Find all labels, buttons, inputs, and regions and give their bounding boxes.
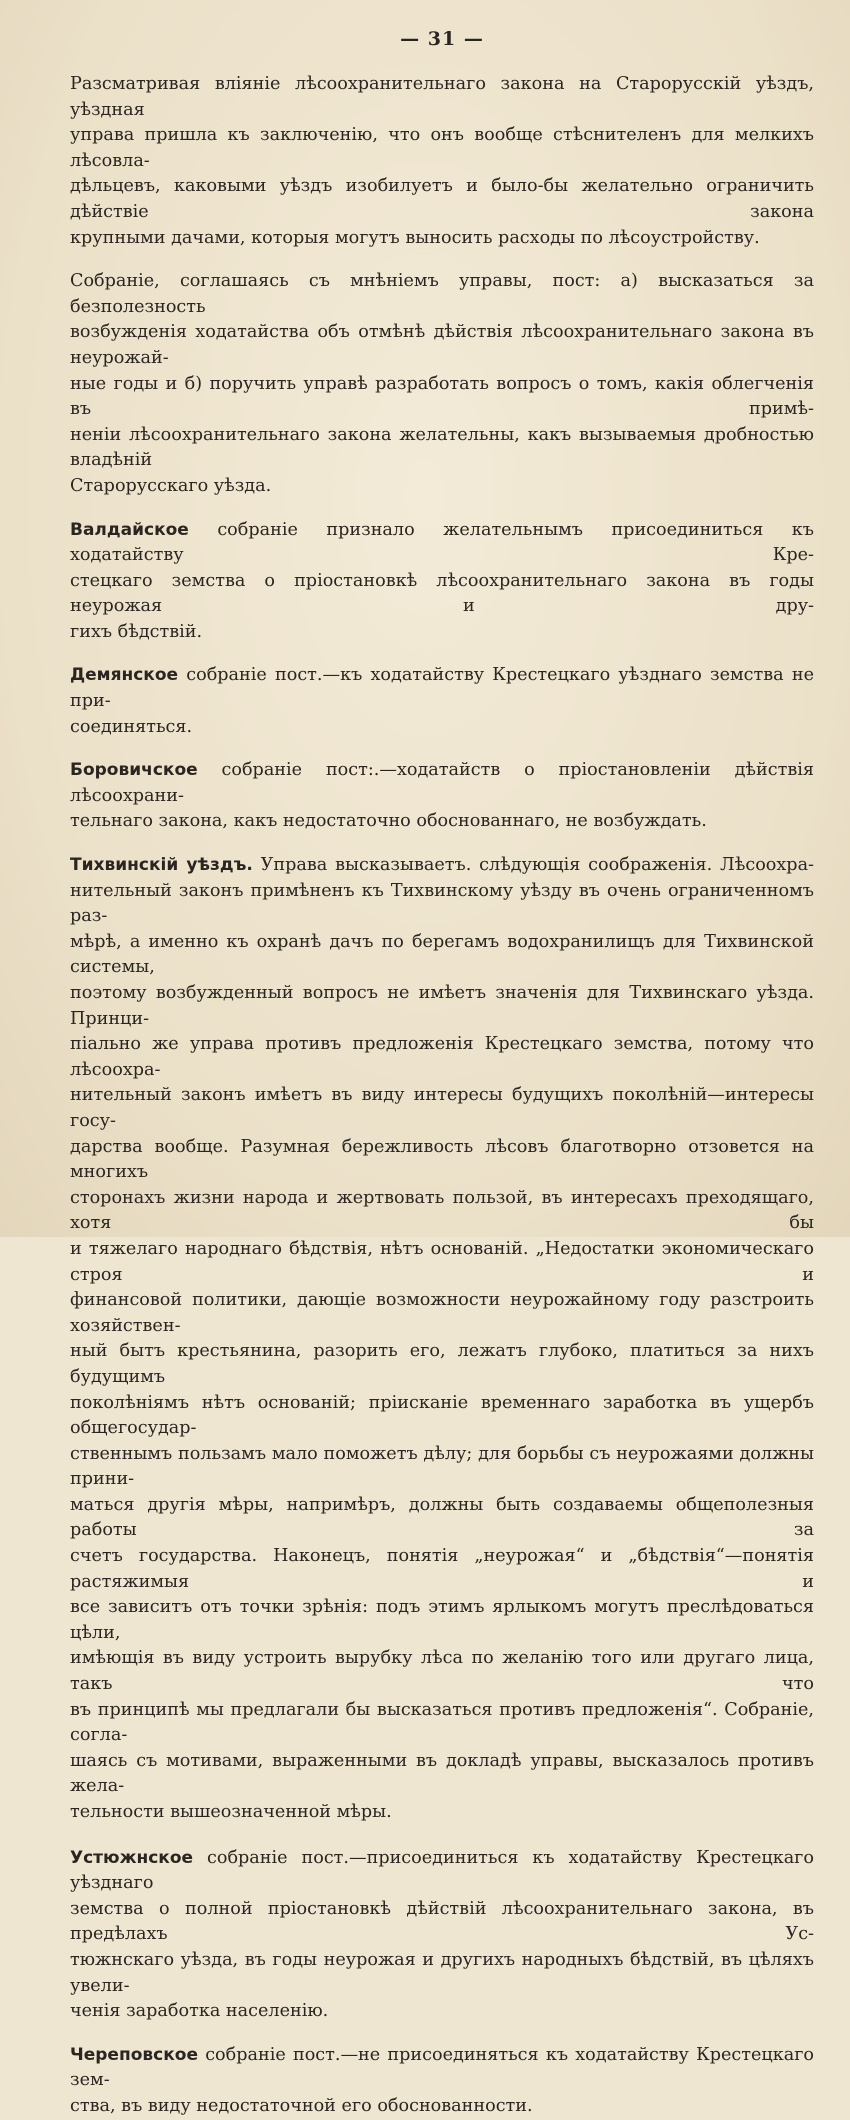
text-line <box>70 1083 814 1134</box>
text-line <box>70 320 814 371</box>
line-text: собраніе пост.—не присоединяться къ ходатайству Крестецкаго зем- <box>70 2044 814 2091</box>
text-line <box>70 809 814 835</box>
line-text: и тяжелаго народнаго бѣдствія, нѣтъ основаній. „Недостатки экономическаго строя и <box>70 1238 814 1285</box>
paragraph <box>70 72 814 251</box>
line-text: счетъ государства. Наконецъ, понятія „неурожая“ и „бѣдствія“—понятія растяжимыя и <box>70 1546 814 1592</box>
line-text: сторонахъ жизни народа и жертвовать пользой, въ интересахъ преходящаго, хотя бы <box>70 1187 814 1234</box>
text-line <box>70 1646 814 1697</box>
line-text: Разсматривая вліяніе лѣсоохранительнаго закона на Старорусскій уѣздъ, уѣздная <box>70 74 814 120</box>
paragraph-lead: Тихвинскій уѣздъ. <box>70 855 253 876</box>
text-line <box>70 72 814 123</box>
text-line <box>70 174 814 225</box>
line-text: Собраніе, соглашаясь съ мнѣніемъ управы, пост: а) высказаться за безполезность <box>70 271 814 317</box>
text-line <box>70 663 814 714</box>
line-text: нительный законъ примѣненъ къ Тихвинскому уѣзду въ очень ограниченномъ раз- <box>70 880 814 927</box>
line-text: имѣющія въ виду устроить вырубку лѣса по желанію того или другаго лица, такъ что <box>70 1648 814 1695</box>
text-line <box>70 879 814 930</box>
line-text: дарства вообще. Разумная бережливость лѣсовъ благотворно отзовется на многихъ <box>70 1136 814 1183</box>
paragraph-lead: Боровичское <box>70 760 198 781</box>
text-line <box>70 715 814 741</box>
line-text: гихъ бѣдствій. <box>70 621 203 642</box>
paragraph <box>70 518 814 646</box>
line-text: Старорусскаго уѣзда. <box>70 475 272 496</box>
line-text: поколѣніямъ нѣтъ основаній; пріисканіе временнаго заработка въ ущербъ общегосудар- <box>70 1392 814 1439</box>
line-text: ные годы и б) поручить управѣ разработать вопросъ о томъ, какія облегченія въ примѣ- <box>70 373 814 420</box>
line-text: собраніе пост.—присоединиться къ ходатайству Крестецкаго уѣзднаго <box>70 1847 814 1894</box>
paragraph-lead: Устюжнское <box>70 1847 194 1868</box>
text-line <box>70 1339 814 1390</box>
text-line <box>70 620 814 646</box>
text-line <box>70 123 814 174</box>
paragraph-lead: Череповское <box>70 2044 198 2065</box>
text-line <box>70 1749 814 1800</box>
text-line <box>70 758 814 809</box>
line-text: шаясь съ мотивами, выраженными въ докладѣ управы, высказалось противъ жела- <box>70 1750 814 1797</box>
text-line <box>70 474 814 500</box>
line-text: дѣльцевъ, каковыми уѣздъ изобилуетъ и было-бы желательно ограничить дѣйствіе закона <box>70 176 814 222</box>
text-line <box>70 372 814 423</box>
line-text: нительный законъ имѣетъ въ виду интересы будущихъ поколѣній—интересы госу- <box>70 1085 814 1131</box>
text-line <box>70 1800 814 1826</box>
line-text: собраніе пост.—къ ходатайству Крестецкаго уѣзднаго земства не при- <box>70 665 814 712</box>
paragraph-lead: Валдайское <box>70 519 189 540</box>
line-text: тюжнскаго уѣзда, въ годы неурожая и другихъ народныхъ бѣдствій, въ цѣляхъ увели- <box>70 1949 814 1996</box>
text-line <box>70 1442 814 1493</box>
line-text: поэтому возбужденный вопросъ не имѣетъ значенія для Тихвинскаго уѣзда. Принци- <box>70 983 814 1029</box>
text-line <box>70 1135 814 1186</box>
text-line <box>70 1032 814 1083</box>
text-line <box>70 1391 814 1442</box>
line-text: крупными дачами, которыя могутъ выносить расходы по лѣсоустройству. <box>70 227 760 248</box>
text-line <box>70 1897 814 1948</box>
text-line <box>70 1846 814 1897</box>
text-line <box>70 1186 814 1237</box>
text-line <box>70 1544 814 1595</box>
text-line <box>70 1948 814 1999</box>
line-text: ственнымъ пользамъ мало поможетъ дѣлу; для борьбы съ неурожаями должны прини- <box>70 1443 814 1490</box>
line-text: піально же управа противъ предложенія Крестецкаго земства, потому что лѣсоохра- <box>70 1034 814 1080</box>
text-line <box>70 981 814 1032</box>
line-text: мѣрѣ, а именно къ охранѣ дачъ по берегамъ водохранилищъ для Тихвинской системы, <box>70 931 814 978</box>
text-line <box>70 1999 814 2025</box>
text-line <box>70 2043 814 2094</box>
text-line <box>70 1493 814 1544</box>
line-text: соединяться. <box>70 716 193 737</box>
line-text: финансовой политики, дающіе возможности неурожайному году разстроить хозяйствен- <box>70 1290 814 1336</box>
paragraph <box>70 663 814 740</box>
line-text: собраніе признало желательнымъ присоединиться къ ходатайству Кре- <box>70 519 814 566</box>
text-line <box>70 1237 814 1288</box>
paragraph-lead: Демянское <box>70 665 179 686</box>
text-line <box>70 423 814 474</box>
paragraph <box>70 2043 814 2120</box>
text-line <box>70 269 814 320</box>
line-text: Управа высказываетъ. слѣдующія соображенія. Лѣсоохра- <box>252 855 814 876</box>
line-text: управа пришла къ заключенію, что онъ вообще стѣснителенъ для мелкихъ лѣсовла- <box>70 125 814 171</box>
line-text: земства о полной пріостановкѣ дѣйствій лѣсоохранительнаго закона, въ предѣлахъ Ус- <box>70 1898 814 1945</box>
line-text: ства, въ виду недостаточной его обоснованности. <box>70 2095 533 2116</box>
line-text: тельности вышеозначенной мѣры. <box>70 1802 392 1822</box>
line-text: все зависитъ отъ точки зрѣнія: подъ этимъ ярлыкомъ могутъ преслѣдоваться цѣли, <box>70 1597 814 1643</box>
paragraph <box>70 269 814 499</box>
text-line <box>70 930 814 981</box>
line-text: собраніе пост:.—ходатайств о пріостановленіи дѣйствія лѣсоохрани- <box>70 760 814 806</box>
paragraph <box>70 853 814 1826</box>
text-line <box>70 2094 814 2120</box>
line-text: маться другія мѣры, напримѣръ, должны быть создаваемы общеполезныя работы за <box>70 1494 814 1541</box>
page-number: — 31 — <box>400 28 484 50</box>
document-body <box>70 72 814 2120</box>
text-line <box>70 1698 814 1749</box>
text-line <box>70 1288 814 1339</box>
paragraph <box>70 1846 814 2025</box>
line-text: неніи лѣсоохранительнаго закона желательны, какъ вызываемыя дробностью владѣній <box>70 424 814 471</box>
line-text: возбужденія ходатайства объ отмѣнѣ дѣйствія лѣсоохранительнаго закона въ неурожай- <box>70 322 814 368</box>
line-text: стецкаго земства о пріостановкѣ лѣсоохранительнаго закона въ годы неурожая и дру- <box>70 570 814 617</box>
text-line <box>70 569 814 620</box>
text-line <box>70 1595 814 1646</box>
text-line <box>70 226 814 252</box>
paragraph <box>70 758 814 835</box>
line-text: въ принципѣ мы предлагали бы высказаться противъ предложенія“. Собраніе, согла- <box>70 1699 814 1746</box>
text-line <box>70 518 814 569</box>
text-line <box>70 853 814 879</box>
line-text: ченія заработка населенію. <box>70 2001 329 2022</box>
line-text: тельнаго закона, какъ недостаточно обоснованнаго, не возбуждать. <box>70 811 707 832</box>
line-text: ный бытъ крестьянина, разорить его, лежатъ глубоко, платиться за нихъ будущимъ <box>70 1341 814 1387</box>
